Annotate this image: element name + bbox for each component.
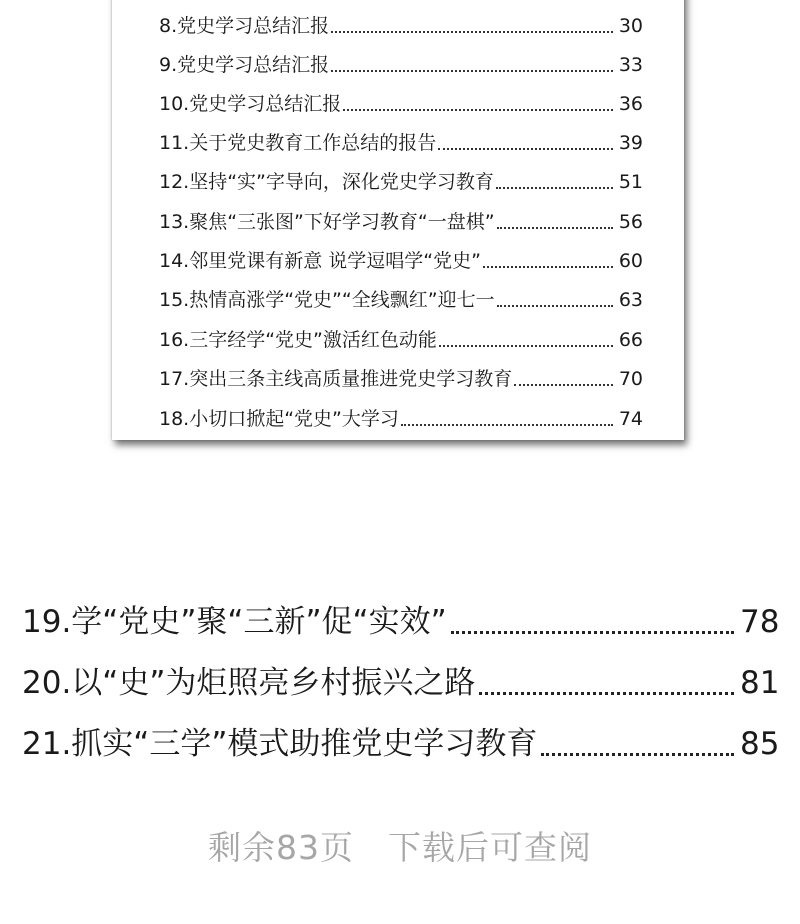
toc-entry xyxy=(159,248,643,274)
toc-entry-page: 78 xyxy=(740,604,780,640)
toc-entry-page: 66 xyxy=(618,329,643,351)
dot-leader xyxy=(541,752,734,756)
toc-entry-page: 85 xyxy=(740,726,780,762)
dot-leader xyxy=(451,630,734,634)
dot-leader xyxy=(343,108,613,111)
toc-entry-title: 12.坚持“实”字导向，深化党史学习教育 xyxy=(159,171,494,193)
dot-leader xyxy=(496,186,613,189)
toc-entry-title: 15.热情高涨学“党史”“全线飘红”迎七一 xyxy=(159,289,495,311)
toc-entry-title: 17.突出三条主线高质量推进党史学习教育 xyxy=(159,368,513,390)
toc-entry xyxy=(159,52,643,78)
toc-entry-large xyxy=(22,722,780,766)
dot-leader xyxy=(331,69,613,72)
remaining-pages-text: 剩余83页 xyxy=(208,828,354,867)
toc-entry xyxy=(159,366,643,392)
toc-entry-title: 10.党史学习总结汇报 xyxy=(159,93,342,115)
dot-leader xyxy=(483,265,613,268)
toc-entry-title: 21.抓实“三学”模式助推党史学习教育 xyxy=(22,726,538,762)
toc-entry-page: 33 xyxy=(618,54,643,76)
toc-entry-page: 36 xyxy=(618,93,643,115)
toc-entry-title: 8.党史学习总结汇报 xyxy=(159,15,330,37)
toc-entry-title: 11.关于党史教育工作总结的报告 xyxy=(159,132,437,154)
toc-entry-page: 60 xyxy=(618,250,643,272)
toc-entry-page: 74 xyxy=(618,408,643,430)
remaining-pages-notice xyxy=(0,822,800,869)
document-page-preview xyxy=(112,0,684,440)
toc-entry xyxy=(159,13,643,39)
dot-leader xyxy=(497,226,613,229)
dot-leader xyxy=(479,691,734,695)
dot-leader xyxy=(401,423,613,426)
toc-entry-title: 13.聚焦“三张图”下好学习教育“一盘棋” xyxy=(159,211,495,233)
toc-entry-page: 39 xyxy=(618,132,643,154)
toc-entry xyxy=(159,91,643,117)
toc-entry-page: 70 xyxy=(618,368,643,390)
toc-entry xyxy=(159,169,643,195)
toc-entry xyxy=(159,287,643,313)
toc-entry xyxy=(159,406,643,432)
toc-entry-title: 14.邻里党课有新意 说学逗唱学“党史” xyxy=(159,250,481,272)
toc-entry-page: 51 xyxy=(618,171,643,193)
dot-leader xyxy=(514,383,613,386)
toc-entry xyxy=(159,327,643,353)
dot-leader xyxy=(497,304,613,307)
toc-entry-page: 63 xyxy=(618,289,643,311)
toc-entry xyxy=(159,130,643,156)
toc-entry-title: 20.以“史”为炬照亮乡村振兴之路 xyxy=(22,665,476,701)
dot-leader xyxy=(331,30,613,33)
toc-entry-title: 16.三字经学“党史”激活红色动能 xyxy=(159,329,437,351)
download-to-view-text: 下载后可查阅 xyxy=(388,828,592,867)
toc-entry xyxy=(159,209,643,235)
toc-entry-page: 56 xyxy=(618,211,643,233)
toc-entry-title: 19.学“党史”聚“三新”促“实效” xyxy=(22,604,447,640)
dot-leader xyxy=(438,147,613,150)
toc-entry-page: 30 xyxy=(618,15,643,37)
dot-leader xyxy=(439,344,613,347)
toc-entry-title: 9.党史学习总结汇报 xyxy=(159,54,330,76)
toc-entry-large xyxy=(22,661,780,705)
toc-entry-title: 18.小切口掀起“党史”大学习 xyxy=(159,408,399,430)
toc-entry-large xyxy=(22,600,780,644)
toc-entry-page: 81 xyxy=(740,665,780,701)
